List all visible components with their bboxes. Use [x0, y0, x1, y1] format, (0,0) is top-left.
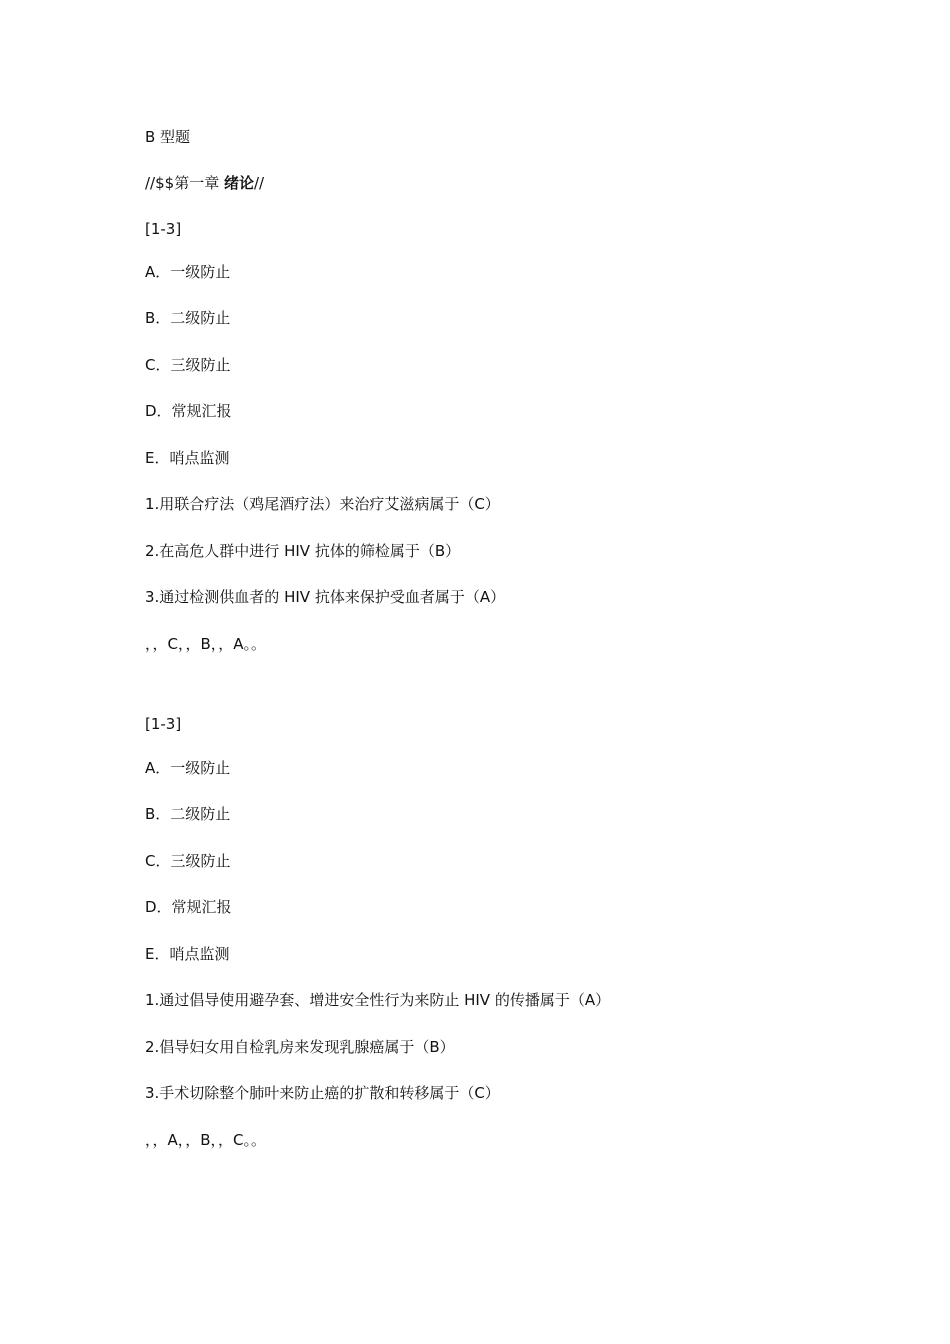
- group-2-question-3: 3.手术切除整个肺叶来防止癌的扩散和转移属于（C）: [145, 1084, 500, 1102]
- group-1-answers: ，，C，，B，，A。。: [145, 635, 267, 653]
- group-2-question-1: 1.通过倡导使用避孕套、增进安全性行为来防止 HIV 的传播属于（A）: [145, 991, 611, 1009]
- group-2-option-d: D．常规汇报: [145, 898, 232, 916]
- group-2-question-2: 2.倡导妇女用自检乳房来发现乳腺癌属于（B）: [145, 1038, 455, 1056]
- chapter-title: [145, 173, 264, 193]
- group-2-answers: ，，A，，B，，C。。: [145, 1131, 267, 1149]
- group-1-option-c: C．三级防止: [145, 356, 231, 374]
- section-heading: B 型题: [145, 128, 191, 146]
- group-2-range: [1-3]: [145, 715, 182, 733]
- group-2-option-e: E．哨点监测: [145, 945, 230, 963]
- group-2-option-b: B．二级防止: [145, 805, 231, 823]
- group-1-range: [1-3]: [145, 220, 182, 238]
- chapter-prefix: //$$第一章: [145, 174, 224, 192]
- group-1-option-a: A．一级防止: [145, 263, 231, 281]
- group-1-question-2: 2.在高危人群中进行 HIV 抗体的筛检属于（B）: [145, 542, 461, 560]
- group-1-question-3: 3.通过检测供血者的 HIV 抗体来保护受血者属于（A）: [145, 588, 506, 606]
- group-2-option-a: A．一级防止: [145, 759, 231, 777]
- group-1-question-1: 1.用联合疗法（鸡尾酒疗法）来治疗艾滋病属于（C）: [145, 495, 500, 513]
- group-1-option-e: E．哨点监测: [145, 449, 230, 467]
- group-1-option-b: B．二级防止: [145, 309, 231, 327]
- group-1-option-d: D．常规汇报: [145, 402, 232, 420]
- chapter-suffix: //: [253, 174, 265, 192]
- group-2-option-c: C．三级防止: [145, 852, 231, 870]
- chapter-name: 绪论: [223, 174, 254, 192]
